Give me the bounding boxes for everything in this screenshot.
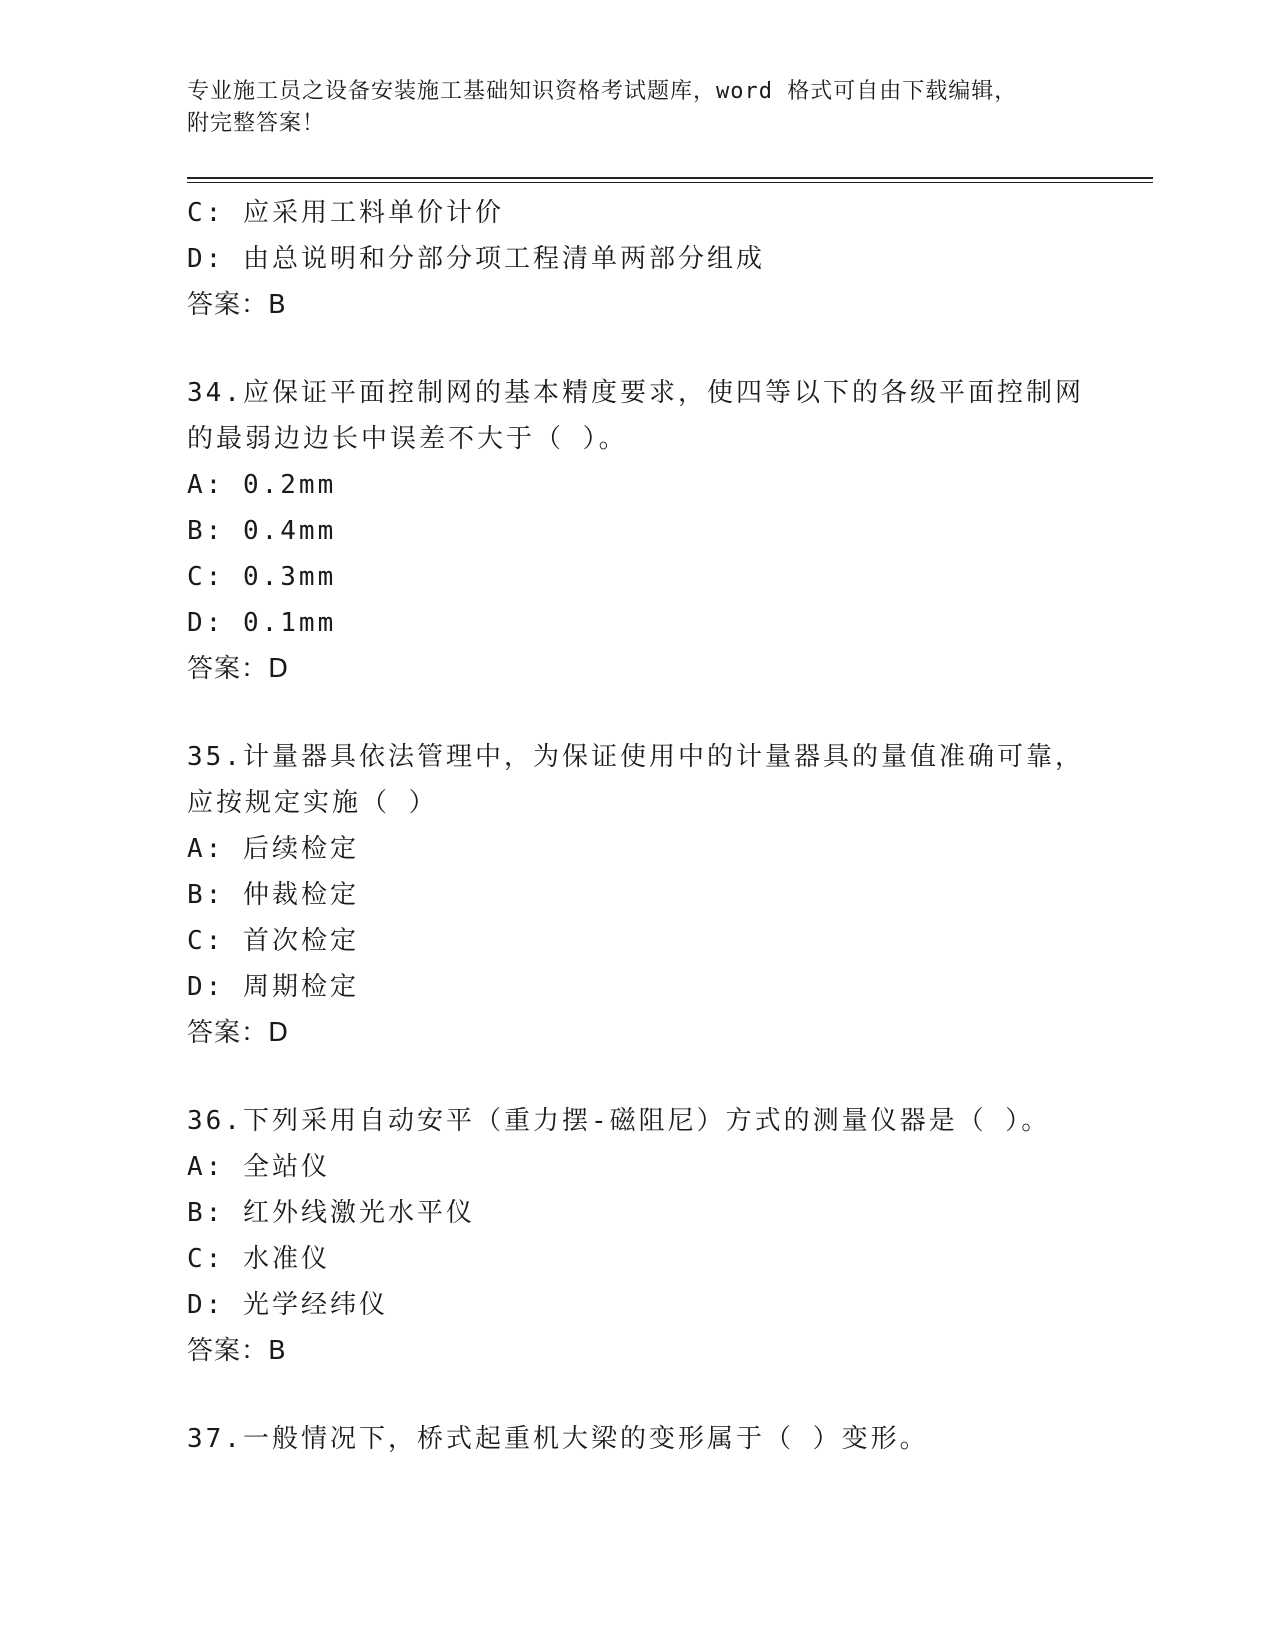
question-stem-continued: 应按规定实施（ ）: [187, 788, 438, 818]
option-a: A: 全站仪: [187, 1152, 330, 1182]
question-stem: 36.下列采用自动安平（重力摆-磁阻尼）方式的测量仪器是（ ）。: [187, 1106, 1051, 1136]
option-c: C: 0.3mm: [187, 562, 337, 592]
document-header: [187, 76, 1067, 140]
question-block-33: [187, 190, 1147, 328]
question-block-35: [187, 734, 1147, 1056]
answer-line: 答案：D: [187, 654, 290, 684]
answer-line: 答案：B: [187, 290, 287, 320]
option-d: D: 周期检定: [187, 972, 359, 1002]
answer-line: 答案：D: [187, 1018, 290, 1048]
option-c: C: 应采用工料单价计价: [187, 198, 504, 228]
question-block-34: [187, 370, 1147, 692]
option-c: C: 水准仪: [187, 1244, 330, 1274]
question-block-36: [187, 1098, 1147, 1374]
question-stem: 37.一般情况下，桥式起重机大梁的变形属于（ ）变形。: [187, 1424, 929, 1454]
header-divider-thin: [187, 182, 1153, 183]
question-list: [187, 190, 1147, 1462]
header-line-2: 附完整答案！: [187, 111, 326, 136]
option-b: B: 红外线激光水平仪: [187, 1198, 475, 1228]
option-a: A: 后续检定: [187, 834, 359, 864]
question-stem: 35.计量器具依法管理中，为保证使用中的计量器具的量值准确可靠，: [187, 742, 1084, 772]
option-d: D: 光学经纬仪: [187, 1290, 388, 1320]
option-d: D: 0.1mm: [187, 608, 337, 638]
answer-line: 答案：B: [187, 1336, 287, 1366]
option-d: D: 由总说明和分部分项工程清单两部分组成: [187, 244, 765, 274]
option-c: C: 首次检定: [187, 926, 359, 956]
header-divider-thick: [187, 177, 1153, 179]
question-stem: 34.应保证平面控制网的基本精度要求，使四等以下的各级平面控制网: [187, 378, 1084, 408]
header-line-1: 专业施工员之设备安装施工基础知识资格考试题库，word 格式可自由下载编辑，: [187, 79, 1018, 104]
option-a: A: 0.2mm: [187, 470, 337, 500]
option-b: B: 0.4mm: [187, 516, 337, 546]
question-block-37: [187, 1416, 1147, 1462]
question-stem-continued: 的最弱边边长中误差不大于（ ）。: [187, 424, 628, 454]
option-b: B: 仲裁检定: [187, 880, 359, 910]
